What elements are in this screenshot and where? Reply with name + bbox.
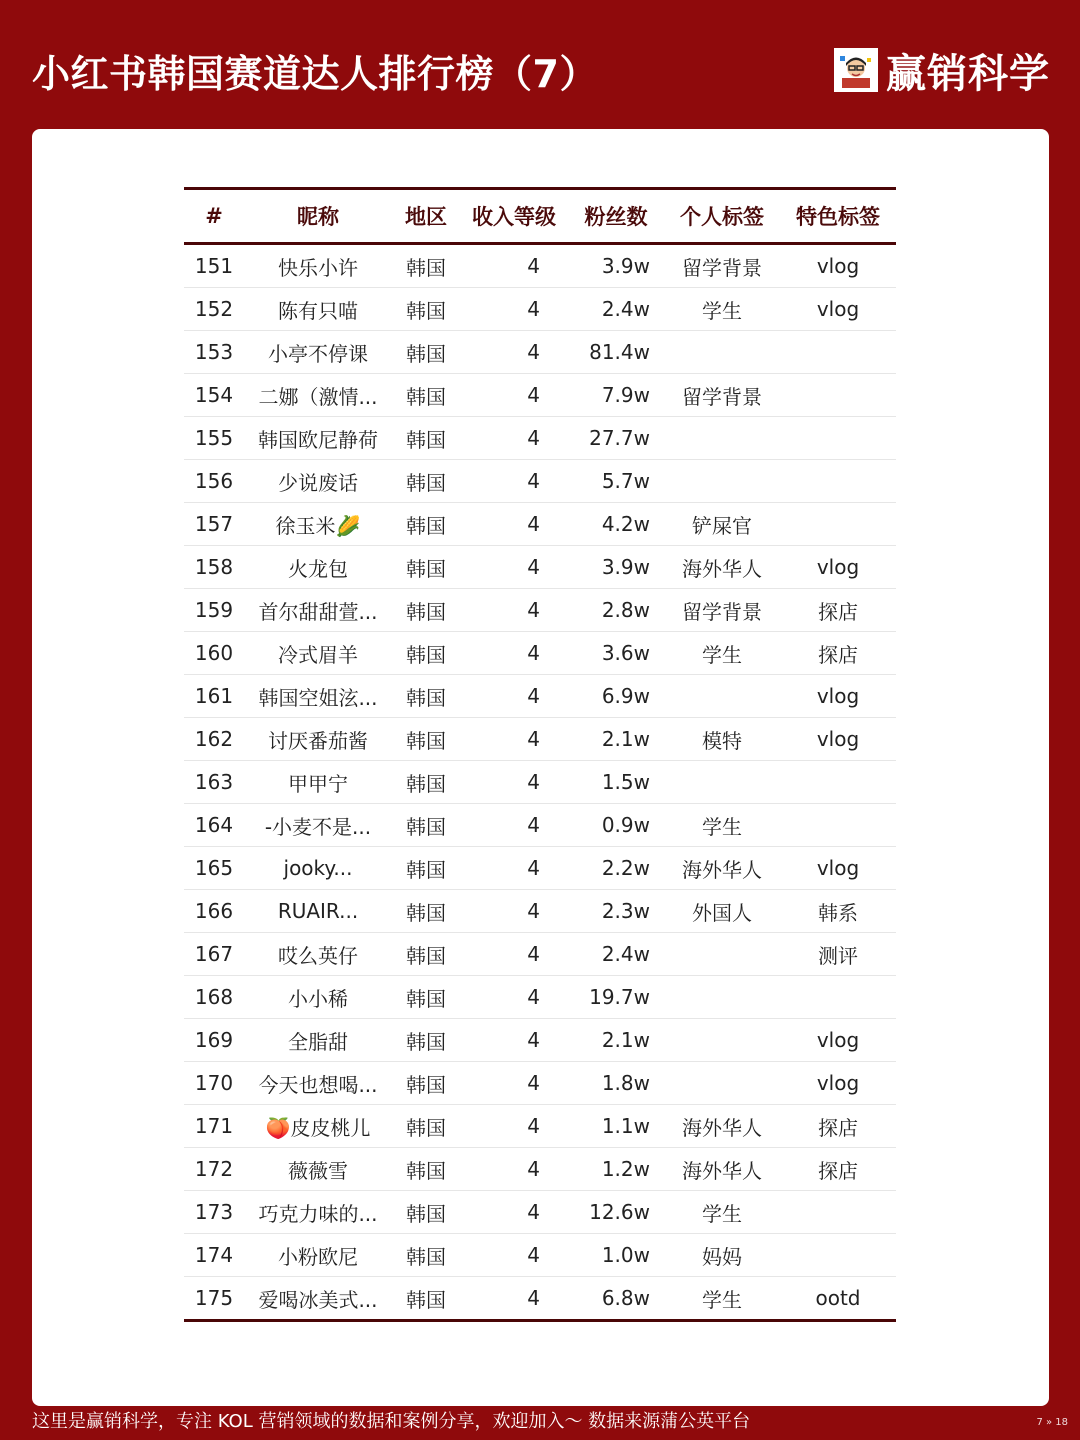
cell-income-level: 4 xyxy=(460,804,568,847)
cell-region: 韩国 xyxy=(392,417,460,460)
cell-feature-tag xyxy=(780,1234,896,1277)
cell-feature-tag xyxy=(780,1191,896,1234)
table-row xyxy=(184,718,896,761)
cell-region: 韩国 xyxy=(392,890,460,933)
table-row xyxy=(184,1019,896,1062)
cell-income-level: 4 xyxy=(460,546,568,589)
cell-rank: 169 xyxy=(184,1019,244,1062)
cell-rank: 161 xyxy=(184,675,244,718)
table-row xyxy=(184,933,896,976)
cell-fans: 1.2w xyxy=(568,1148,664,1191)
table-row xyxy=(184,503,896,546)
table-row xyxy=(184,589,896,632)
cell-feature-tag xyxy=(780,976,896,1019)
cell-personal-tag: 海外华人 xyxy=(664,1105,780,1148)
cell-region: 韩国 xyxy=(392,1105,460,1148)
cell-personal-tag: 妈妈 xyxy=(664,1234,780,1277)
cell-fans: 3.6w xyxy=(568,632,664,675)
cell-region: 韩国 xyxy=(392,374,460,417)
cell-region: 韩国 xyxy=(392,976,460,1019)
cell-rank: 160 xyxy=(184,632,244,675)
cell-feature-tag xyxy=(780,460,896,503)
cell-feature-tag: 探店 xyxy=(780,632,896,675)
cell-income-level: 4 xyxy=(460,460,568,503)
cell-fans: 3.9w xyxy=(568,244,664,288)
cell-nickname: 二娜（激情... xyxy=(244,374,392,417)
cell-personal-tag: 铲屎官 xyxy=(664,503,780,546)
cell-fans: 1.8w xyxy=(568,1062,664,1105)
table-row xyxy=(184,1191,896,1234)
table-row xyxy=(184,546,896,589)
cell-rank: 167 xyxy=(184,933,244,976)
cell-nickname: 小亭不停课 xyxy=(244,331,392,374)
column-header-personal-tag: 个人标签 xyxy=(680,205,764,229)
cell-nickname: 少说废话 xyxy=(244,460,392,503)
cell-feature-tag xyxy=(780,761,896,804)
cell-region: 韩国 xyxy=(392,632,460,675)
cell-rank: 170 xyxy=(184,1062,244,1105)
cell-fans: 0.9w xyxy=(568,804,664,847)
cell-rank: 168 xyxy=(184,976,244,1019)
cell-income-level: 4 xyxy=(460,632,568,675)
cell-rank: 157 xyxy=(184,503,244,546)
table-row xyxy=(184,244,896,288)
cell-region: 韩国 xyxy=(392,1277,460,1321)
cell-feature-tag: vlog xyxy=(780,244,896,288)
table-row xyxy=(184,460,896,503)
cell-personal-tag: 学生 xyxy=(664,1191,780,1234)
cell-feature-tag: vlog xyxy=(780,1019,896,1062)
page-title: 小红书韩国赛道达人排行榜（7） xyxy=(32,52,598,96)
ranking-table xyxy=(184,187,896,1322)
table-row xyxy=(184,976,896,1019)
cell-personal-tag xyxy=(664,417,780,460)
cell-nickname: 哎么英仔 xyxy=(244,933,392,976)
cell-income-level: 4 xyxy=(460,288,568,331)
cell-rank: 172 xyxy=(184,1148,244,1191)
cell-rank: 173 xyxy=(184,1191,244,1234)
cell-personal-tag: 学生 xyxy=(664,1277,780,1321)
cell-feature-tag: 探店 xyxy=(780,1148,896,1191)
cell-fans: 2.1w xyxy=(568,1019,664,1062)
cell-feature-tag: 测评 xyxy=(780,933,896,976)
table-row xyxy=(184,288,896,331)
cell-feature-tag: vlog xyxy=(780,288,896,331)
brand-name: 赢销科学 xyxy=(886,50,1050,97)
cell-fans: 1.5w xyxy=(568,761,664,804)
cell-nickname: 爱喝冰美式... xyxy=(244,1277,392,1321)
cell-personal-tag: 外国人 xyxy=(664,890,780,933)
cell-income-level: 4 xyxy=(460,244,568,288)
cell-personal-tag xyxy=(664,976,780,1019)
cell-nickname: 首尔甜甜萱... xyxy=(244,589,392,632)
cell-rank: 156 xyxy=(184,460,244,503)
cell-rank: 151 xyxy=(184,244,244,288)
column-header-rank: # xyxy=(205,204,223,228)
cell-fans: 2.3w xyxy=(568,890,664,933)
cell-income-level: 4 xyxy=(460,1019,568,1062)
cell-income-level: 4 xyxy=(460,890,568,933)
cell-personal-tag xyxy=(664,460,780,503)
cell-fans: 1.0w xyxy=(568,1234,664,1277)
cartoon-avatar-icon xyxy=(834,48,878,92)
table-row xyxy=(184,890,896,933)
cell-rank: 154 xyxy=(184,374,244,417)
cell-rank: 159 xyxy=(184,589,244,632)
cell-income-level: 4 xyxy=(460,1277,568,1321)
cell-personal-tag: 海外华人 xyxy=(664,546,780,589)
cell-income-level: 4 xyxy=(460,589,568,632)
table-row xyxy=(184,1148,896,1191)
cell-nickname: 小粉欧尼 xyxy=(244,1234,392,1277)
cell-personal-tag: 留学背景 xyxy=(664,244,780,288)
cell-feature-tag xyxy=(780,374,896,417)
cell-fans: 5.7w xyxy=(568,460,664,503)
cell-personal-tag xyxy=(664,331,780,374)
cell-income-level: 4 xyxy=(460,417,568,460)
cell-region: 韩国 xyxy=(392,1062,460,1105)
table-row xyxy=(184,761,896,804)
cell-region: 韩国 xyxy=(392,1019,460,1062)
cell-personal-tag: 学生 xyxy=(664,804,780,847)
cell-region: 韩国 xyxy=(392,1234,460,1277)
cell-nickname: 薇薇雪 xyxy=(244,1148,392,1191)
cell-feature-tag xyxy=(780,804,896,847)
cell-fans: 12.6w xyxy=(568,1191,664,1234)
cell-rank: 164 xyxy=(184,804,244,847)
cell-region: 韩国 xyxy=(392,847,460,890)
cell-nickname: -小麦不是... xyxy=(244,804,392,847)
brand xyxy=(834,44,1050,96)
table-row xyxy=(184,1062,896,1105)
cell-region: 韩国 xyxy=(392,804,460,847)
cell-rank: 171 xyxy=(184,1105,244,1148)
column-header-region: 地区 xyxy=(405,205,447,229)
cell-rank: 175 xyxy=(184,1277,244,1321)
cell-fans: 27.7w xyxy=(568,417,664,460)
cell-fans: 2.4w xyxy=(568,933,664,976)
cell-income-level: 4 xyxy=(460,1191,568,1234)
table-body xyxy=(184,244,896,1321)
cell-nickname: 小小稀 xyxy=(244,976,392,1019)
cell-feature-tag xyxy=(780,331,896,374)
cell-personal-tag: 海外华人 xyxy=(664,847,780,890)
cell-region: 韩国 xyxy=(392,288,460,331)
table-row xyxy=(184,417,896,460)
cell-nickname: 火龙包 xyxy=(244,546,392,589)
cell-feature-tag: vlog xyxy=(780,675,896,718)
page-indicator: 7 » 18 xyxy=(1036,1417,1068,1428)
cell-region: 韩国 xyxy=(392,718,460,761)
cell-region: 韩国 xyxy=(392,244,460,288)
cell-feature-tag: 韩系 xyxy=(780,890,896,933)
table-row xyxy=(184,847,896,890)
cell-feature-tag: 探店 xyxy=(780,589,896,632)
cell-rank: 152 xyxy=(184,288,244,331)
column-header-feature-tag: 特色标签 xyxy=(796,205,880,229)
content-card xyxy=(32,129,1049,1406)
cell-nickname: RUAIR... xyxy=(244,890,392,933)
cell-income-level: 4 xyxy=(460,503,568,546)
cell-nickname: 🍑皮皮桃儿 xyxy=(244,1105,392,1148)
cell-feature-tag xyxy=(780,503,896,546)
cell-income-level: 4 xyxy=(460,761,568,804)
cell-region: 韩国 xyxy=(392,1191,460,1234)
cell-feature-tag: vlog xyxy=(780,847,896,890)
cell-personal-tag xyxy=(664,1062,780,1105)
cell-income-level: 4 xyxy=(460,847,568,890)
cell-personal-tag: 海外华人 xyxy=(664,1148,780,1191)
table-row xyxy=(184,374,896,417)
cell-nickname: jooky... xyxy=(244,847,392,890)
cell-nickname: 冷式眉羊 xyxy=(244,632,392,675)
cell-fans: 19.7w xyxy=(568,976,664,1019)
table-row xyxy=(184,1277,896,1321)
cell-personal-tag xyxy=(664,761,780,804)
cell-nickname: 讨厌番茄酱 xyxy=(244,718,392,761)
cell-fans: 6.9w xyxy=(568,675,664,718)
cell-nickname: 快乐小许 xyxy=(244,244,392,288)
column-header-income-level: 收入等级 xyxy=(472,205,556,229)
cell-income-level: 4 xyxy=(460,374,568,417)
table-header-row xyxy=(184,189,896,244)
cell-income-level: 4 xyxy=(460,1062,568,1105)
cell-personal-tag xyxy=(664,1019,780,1062)
cell-rank: 162 xyxy=(184,718,244,761)
table-row xyxy=(184,632,896,675)
cell-nickname: 韩国欧尼静荷 xyxy=(244,417,392,460)
cell-income-level: 4 xyxy=(460,675,568,718)
table-row xyxy=(184,1234,896,1277)
cell-fans: 2.2w xyxy=(568,847,664,890)
cell-fans: 1.1w xyxy=(568,1105,664,1148)
cell-income-level: 4 xyxy=(460,718,568,761)
cell-region: 韩国 xyxy=(392,675,460,718)
cell-nickname: 韩国空姐泫... xyxy=(244,675,392,718)
cell-income-level: 4 xyxy=(460,933,568,976)
table-row xyxy=(184,675,896,718)
cell-feature-tag: ootd xyxy=(780,1277,896,1321)
table-row xyxy=(184,331,896,374)
cell-region: 韩国 xyxy=(392,761,460,804)
cell-income-level: 4 xyxy=(460,1105,568,1148)
cell-feature-tag: 探店 xyxy=(780,1105,896,1148)
cell-fans: 7.9w xyxy=(568,374,664,417)
cell-fans: 4.2w xyxy=(568,503,664,546)
cell-personal-tag: 留学背景 xyxy=(664,589,780,632)
cell-income-level: 4 xyxy=(460,1148,568,1191)
cell-personal-tag: 模特 xyxy=(664,718,780,761)
cell-rank: 153 xyxy=(184,331,244,374)
cell-region: 韩国 xyxy=(392,1148,460,1191)
cell-rank: 155 xyxy=(184,417,244,460)
cell-region: 韩国 xyxy=(392,331,460,374)
cell-nickname: 巧克力味的... xyxy=(244,1191,392,1234)
cell-income-level: 4 xyxy=(460,331,568,374)
cell-income-level: 4 xyxy=(460,1234,568,1277)
cell-rank: 163 xyxy=(184,761,244,804)
column-header-nickname: 昵称 xyxy=(297,205,339,229)
cell-personal-tag xyxy=(664,933,780,976)
table-row xyxy=(184,1105,896,1148)
cell-feature-tag xyxy=(780,417,896,460)
cell-region: 韩国 xyxy=(392,503,460,546)
cell-feature-tag: vlog xyxy=(780,1062,896,1105)
cell-fans: 6.8w xyxy=(568,1277,664,1321)
column-header-fans: 粉丝数 xyxy=(584,205,648,229)
cell-nickname: 陈有只喵 xyxy=(244,288,392,331)
cell-fans: 2.8w xyxy=(568,589,664,632)
cell-nickname: 徐玉米🌽 xyxy=(244,503,392,546)
cell-rank: 174 xyxy=(184,1234,244,1277)
cell-income-level: 4 xyxy=(460,976,568,1019)
cell-fans: 81.4w xyxy=(568,331,664,374)
cell-personal-tag xyxy=(664,675,780,718)
cell-fans: 2.4w xyxy=(568,288,664,331)
footer-text: 这里是赢销科学，专注 KOL 营销领域的数据和案例分享，欢迎加入～ 数据来源蒲公英平台 xyxy=(32,1411,751,1432)
cell-region: 韩国 xyxy=(392,546,460,589)
cell-nickname: 全脂甜 xyxy=(244,1019,392,1062)
cell-feature-tag: vlog xyxy=(780,546,896,589)
cell-region: 韩国 xyxy=(392,460,460,503)
cell-personal-tag: 学生 xyxy=(664,288,780,331)
cell-nickname: 今天也想喝... xyxy=(244,1062,392,1105)
table-row xyxy=(184,804,896,847)
cell-feature-tag: vlog xyxy=(780,718,896,761)
cell-rank: 158 xyxy=(184,546,244,589)
cell-region: 韩国 xyxy=(392,933,460,976)
cell-personal-tag: 学生 xyxy=(664,632,780,675)
cell-fans: 2.1w xyxy=(568,718,664,761)
cell-nickname: 甲甲宁 xyxy=(244,761,392,804)
cell-region: 韩国 xyxy=(392,589,460,632)
cell-personal-tag: 留学背景 xyxy=(664,374,780,417)
cell-rank: 166 xyxy=(184,890,244,933)
cell-rank: 165 xyxy=(184,847,244,890)
cell-fans: 3.9w xyxy=(568,546,664,589)
